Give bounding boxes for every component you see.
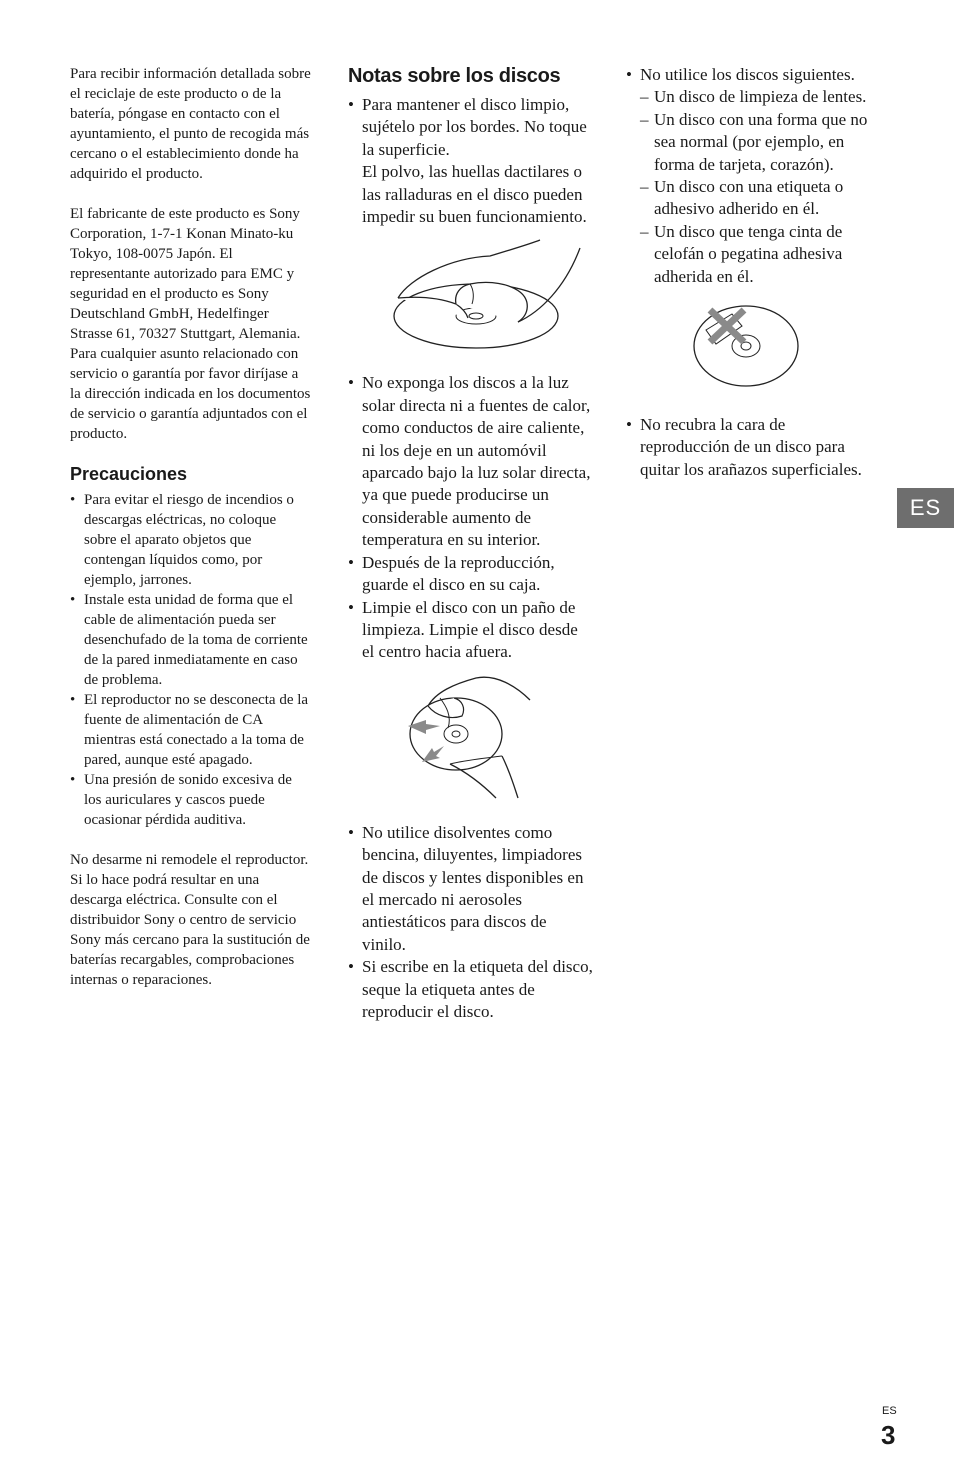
list-item: • No recubra la cara de reproducción de un disco para quitar los arañazos superficiales.: [626, 414, 870, 481]
list-item-text: No utilice los discos siguientes.: [640, 65, 855, 84]
list-item: • El reproductor no se desconecta de la fuente de alimentación de CA mientras está conectado a la toma de pared, aunque esté apagado.: [70, 690, 312, 770]
precautions-heading: Precauciones: [70, 464, 188, 484]
list-item-text: Para mantener el disco limpio, sujételo por los bordes. No toque la superficie.: [362, 95, 587, 159]
list-item: • Instale esta unidad de forma que el cable de alimentación pueda ser desenchufado de la toma de corriente de la pared inmediatamente en caso de problema.: [70, 590, 312, 690]
list-item: • Si escribe en la etiqueta del disco, seque la etiqueta antes de reproducir el disco.: [348, 956, 594, 1023]
sub-list-item: – Un disco con una forma que no sea normal (por ejemplo, en forma de tarjeta, corazón).: [640, 109, 870, 176]
holding-disc-by-edges-illustration: [390, 238, 590, 350]
list-item-text: El polvo, las huellas dactilares o las ralladuras en el disco pueden impedir su buen funcionamiento.: [362, 162, 587, 227]
scratch-note-list: [626, 414, 870, 481]
sub-list-item: – Un disco con una etiqueta o adhesivo adherido en él.: [640, 176, 870, 221]
right-column: [626, 64, 870, 481]
manufacturer-paragraph: El fabricante de este producto es Sony Corporation, 1-7-1 Konan Minato-ku Tokyo, 108-0075 Japón. El representante autorizado para EMC y seguridad en el producto es Sony Deutschland GmbH, Hedelfinger Strasse 61, 70327 Stuttgart, Alemania. Para cualquier asunto relacionado con servicio o garantía por favor diríjase a la dirección indicada en los documentos de servicio o garantía adjuntados con el producto.: [70, 206, 311, 442]
list-item: • No utilice disolventes como bencina, diluyentes, limpiadores de discos y lentes disponibles en el mercado ni aerosoles antiestáticos para discos de vinilo.: [348, 822, 594, 956]
disc-notes-list-2: [348, 372, 594, 663]
discs-to-avoid-list: [626, 64, 870, 288]
taped-disc-illustration: [692, 300, 804, 388]
list-item: • Limpie el disco con un paño de limpieza. Limpie el disco desde el centro hacia afuera.: [348, 597, 594, 664]
recycling-paragraph: Para recibir información detallada sobre el reciclaje de este producto o de la batería, póngase en contacto con el ayuntamiento, el punto de recogida más cercano o el establecimiento donde ha adquirido el producto.: [70, 66, 311, 182]
disc-notes-heading: Notas sobre los discos: [348, 65, 561, 87]
precautions-list: [70, 490, 312, 830]
disc-notes-list-1: [348, 94, 594, 228]
list-item: • Después de la reproducción, guarde el disco en su caja.: [348, 552, 594, 597]
discs-to-avoid-sublist: [640, 86, 870, 288]
cleaning-disc-illustration: [406, 676, 536, 800]
list-item: [348, 94, 594, 228]
disc-notes-list-3: [348, 822, 594, 1024]
sub-list-item: – Un disco que tenga cinta de celofán o pegatina adhesiva adherida en él.: [640, 221, 870, 288]
footer-language-code: ES: [882, 1405, 897, 1417]
sub-list-item: – Un disco de limpieza de lentes.: [640, 86, 870, 108]
list-item: • Una presión de sonido excesiva de los auriculares y cascos puede ocasionar pérdida auditiva.: [70, 770, 312, 830]
list-item: [626, 64, 870, 288]
middle-column: [348, 64, 594, 1023]
left-column: [70, 64, 312, 990]
list-item: • Para evitar el riesgo de incendios o descargas eléctricas, no coloque sobre el aparato objetos que contengan líquidos como, por ejemplo, jarrones.: [70, 490, 312, 590]
list-item: • No exponga los discos a la luz solar directa ni a fuentes de calor, como conductos de aire caliente, ni los deje en un automóvil aparcado bajo la luz solar directa, ya que puede producirse un considerable aumento de temperatura en su interior.: [348, 372, 594, 551]
page-number: 3: [881, 1420, 896, 1450]
language-tab: ES: [897, 488, 954, 528]
disassemble-paragraph: No desarme ni remodele el reproductor. Si lo hace podrá resultar en una descarga eléctrica. Consulte con el distribuidor Sony o centro de servicio Sony más cercano para la sustitución de baterías recargables, comprobaciones internas o reparaciones.: [70, 852, 310, 988]
